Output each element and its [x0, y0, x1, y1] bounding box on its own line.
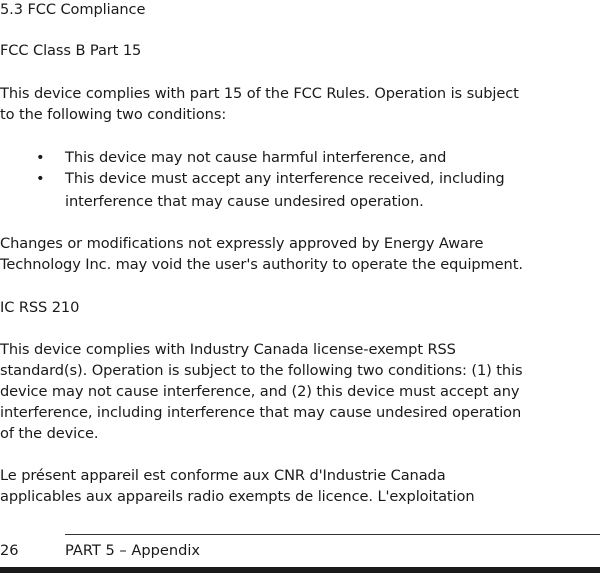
ic-paragraph-line: This device complies with Industry Canada license-exempt RSS	[0, 341, 456, 358]
bullet-marker: •	[36, 149, 45, 166]
bullet-item: This device must accept any interference received, including	[65, 170, 505, 187]
ic-french-line: Le présent appareil est conforme aux CNR d'Industrie Canada	[0, 467, 446, 484]
footer-divider	[65, 534, 600, 535]
fcc-paragraph-line: This device complies with part 15 of the FCC Rules. Operation is subject	[0, 85, 519, 102]
ic-paragraph-line: interference, including interference that may cause undesired operation	[0, 404, 522, 421]
ic-paragraph-line: device may not cause interference, and (2) this device must accept any	[0, 383, 520, 400]
footer-part-title: PART 5 – Appendix	[65, 542, 201, 559]
ic-french-line: applicables aux appareils radio exempts de licence. L'exploitation	[0, 488, 475, 505]
bullet-item-continued: interference that may cause undesired operation.	[65, 193, 424, 210]
bullet-item: This device may not cause harmful interference, and	[65, 149, 447, 166]
section-heading: 5.3 FCC Compliance	[0, 1, 146, 18]
fcc-changes-line: Changes or modifications not expressly approved by Energy Aware	[0, 235, 484, 252]
fcc-subheading: FCC Class B Part 15	[0, 42, 142, 59]
fcc-changes-line: Technology Inc. may void the user's authority to operate the equipment.	[0, 256, 523, 273]
footer-bar	[0, 567, 600, 573]
ic-subheading: IC RSS 210	[0, 299, 80, 316]
bullet-marker: •	[36, 170, 45, 187]
ic-paragraph-line: standard(s). Operation is subject to the following two conditions: (1) this	[0, 362, 523, 379]
page-number: 26	[0, 542, 19, 559]
fcc-paragraph-line: to the following two conditions:	[0, 106, 227, 123]
ic-paragraph-line: of the device.	[0, 425, 99, 442]
